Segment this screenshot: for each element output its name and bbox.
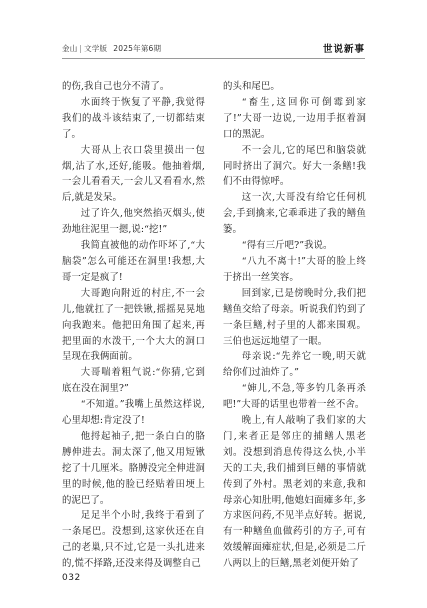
paragraph: “婶儿,不急,等多钓几条再杀吧!”大哥的话里也带着一丝不舍。 — [223, 383, 366, 411]
paragraph: 的伤,我自己也分不清了。 — [62, 81, 170, 92]
separator: | — [79, 44, 83, 53]
paragraph: 这一次,大哥没有给它任何机会,手到擒来,它乖乖进了我的鳝鱼篓。 — [223, 192, 366, 236]
paragraph: 回到家,已是傍晚时分,我们把鳝鱼交给了母亲。听说我们钓到了一条巨鳝,村子里的人都来围观。三伯也远远地望了一眼。 — [223, 287, 366, 347]
edition-name: 文学版 — [84, 44, 108, 53]
magazine-name: 金山 — [62, 44, 78, 53]
paragraph: “不知道。”我嘴上虽然这样说,心里却想:肯定没了! — [62, 399, 205, 427]
paragraph: 他捋起袖子,把一条白白的胳膊伸进去。洞太深了,他又用短锹挖了十几厘米。胳膊没完全伸进洞里的时候,他的脸已经贴着田埂上的泥巴了。 — [62, 430, 205, 506]
publication-info — [62, 43, 161, 54]
paragraph: “八九不离十!”大哥的脸上终于挤出一丝笑容。 — [223, 255, 366, 283]
paragraph: 大哥喘着粗气说:“你猜,它到底在没在洞里?” — [62, 367, 205, 395]
paragraph: 大哥跑向附近的村庄,不一会儿,他就扛了一把铁锹,摇摇晃晃地向我跑来。他把田角围了起来,再把里面的水泼干,一个大大的洞口呈现在我俩面前。 — [62, 287, 205, 363]
paragraph: 过了许久,他突然掐灭烟头,使劲地往泥里一摁,说:“挖!” — [62, 208, 205, 236]
left-text-column — [62, 79, 205, 572]
paragraph: “得有三斤吧?”我说。 — [241, 240, 333, 252]
paragraph: 晚上,有人敲响了我们家的大门,来者正是邻庄的捕鳝人黑老刘。没想到消息传得这么快,小半天的工夫,我们捕到巨鳝的事情就传到了外村。黑老刘的来意,我和母亲心知肚明,他媳妇面瘫多年,多方求医问药,不见半点好转。据说,有一种鳝鱼血做药引的方子,可有效缓解面瘫症状,但是,必须是二斤八两以上的巨鳝,黑老刘便开始了 — [223, 415, 366, 570]
paragraph: 母亲说:“先养它一晚,明天就给你们过油炸了。” — [223, 351, 366, 379]
issue-label: 2025年第6期 — [113, 44, 162, 53]
paragraph: 水面终于恢复了平静,我觉得我们的战斗该结束了,一切都结束了。 — [62, 96, 205, 140]
paragraph: 不一会儿,它的尾巴和脑袋就同时挤出了洞穴。好大一条鳝!我们不由得惊呼。 — [223, 144, 366, 188]
column-title: 世说新事 — [322, 44, 365, 55]
paragraph: 大哥从上衣口袋里摸出一包烟,沾了水,还好,能吸。他抽着烟,一会儿看看天,一会儿又看看水,然后,就是发呆。 — [62, 144, 205, 204]
right-text-column — [223, 79, 366, 572]
paragraph: 我简直被他的动作吓坏了,“大脑袋”怎么可能还在洞里!我想,大哥一定是疯了! — [62, 240, 205, 283]
header-rule — [62, 58, 365, 59]
paragraph: 的头和尾巴。 — [223, 81, 280, 92]
paragraph: “畜生,这回你可倒霉到家了!”大哥一边说,一边用手抠着洞口的黑泥。 — [223, 96, 366, 140]
paragraph: 足足半个小时,我终于看到了一条尾巴。没想到,这家伙还在自己的老巢,只不过,它是一头扎进来的,慌不择路,还没来得及调整自己 — [62, 510, 205, 570]
page-number: 032 — [62, 573, 81, 583]
page-header — [0, 0, 427, 70]
